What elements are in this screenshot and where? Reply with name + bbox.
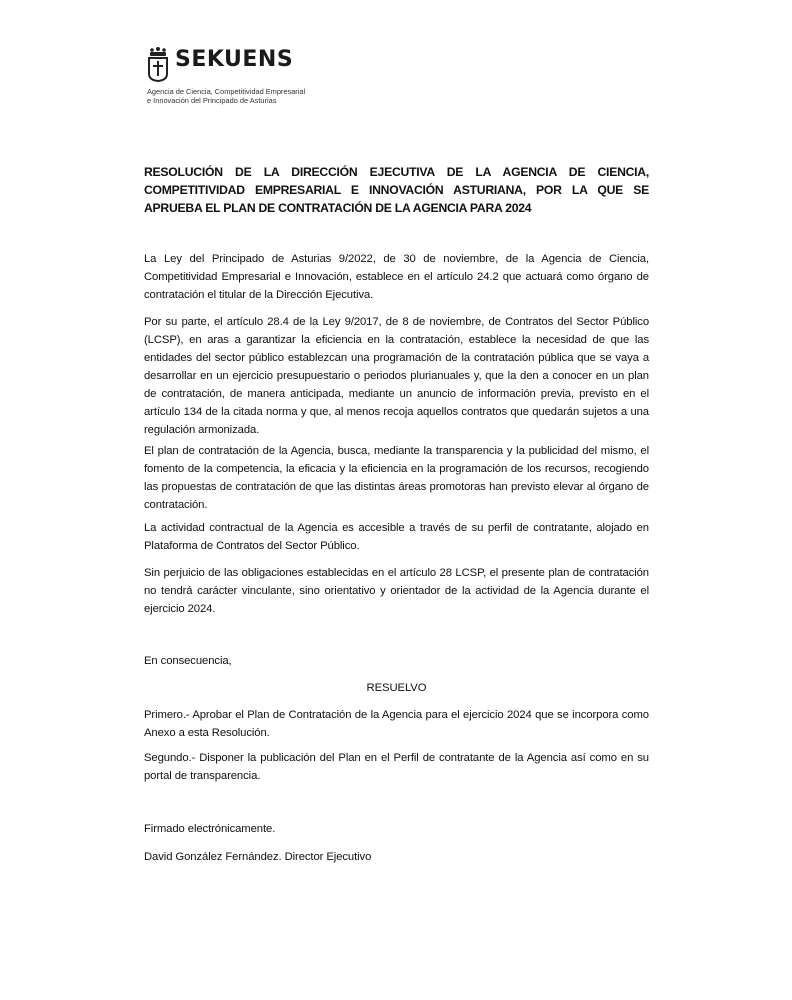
brand-subtitle bbox=[147, 87, 305, 105]
resolves-heading: RESUELVO bbox=[366, 682, 427, 694]
consequence-text: En consecuencia, bbox=[144, 655, 232, 667]
resolution-item: Segundo.- Disponer la publicación del Plan en el Perfil de contratante de la Agencia así como en su portal de transparencia. bbox=[144, 752, 649, 782]
document-title: RESOLUCIÓN DE LA DIRECCIÓN EJECUTIVA DE LA AGENCIA DE CIENCIA, COMPETITIVIDAD EMPRESARIAL E INNOVACIÓN ASTURIANA, POR LA QUE SE APRUEBA EL PLAN DE CONTRATACIÓN DE LA AGENCIA PARA 2024 bbox=[144, 165, 649, 215]
brand-name: SEKUENS bbox=[175, 47, 294, 72]
brand-subtitle-line: e Innovación del Principado de Asturias bbox=[147, 96, 277, 105]
resolution-item: Primero.- Aprobar el Plan de Contratación de la Agencia para el ejercicio 2024 que se incorpora como Anexo a esta Resolución. bbox=[144, 709, 649, 739]
paragraph: Sin perjuicio de las obligaciones establecidas en el artículo 28 LCSP, el presente plan de contratación no tendrá carácter vinculante, sino orientativo y orientador de la actividad de la Agencia durante el ejercicio 2024. bbox=[144, 567, 649, 615]
paragraph: Por su parte, el artículo 28.4 de la Ley 9/2017, de 8 de noviembre, de Contratos del Sector Público (LCSP), en aras a garantizar la eficiencia en la contratación, establece la necesidad de que las entidades del sector público establezcan una programación de la contratación pública que se vaya a desarrollar en un ejercicio presupuestario o periodos plurianuales y, que la den a conocer en un plan de contratación, de manera anticipada, mediante un anuncio de información previa, previsto en el artículo 134 de la citada norma y que, al menos recoja aquellos contratos que quedarán sujetos a una regulación armonizada. bbox=[144, 316, 649, 436]
coat-of-arms-icon bbox=[147, 46, 169, 82]
agency-logo bbox=[147, 46, 347, 110]
signatory: David González Fernández. Director Ejecutivo bbox=[144, 851, 372, 863]
paragraph: La Ley del Principado de Asturias 9/2022, de 30 de noviembre, de la Agencia de Ciencia, Competitividad Empresarial e Innovación, establece en el artículo 24.2 que actuará como órgano de contratación el titular de la Dirección Ejecutiva. bbox=[144, 253, 649, 301]
paragraph: El plan de contratación de la Agencia, busca, mediante la transparencia y la publicidad del mismo, el fomento de la competencia, la eficacia y la eficiencia en la programación de los recursos, recogiendo las propuestas de contratación de que las distintas áreas promotoras han previsto elevar al órgano de contratación. bbox=[144, 445, 649, 511]
paragraph: La actividad contractual de la Agencia es accesible a través de su perfil de contratante, alojado en Plataforma de Contratos del Sector Público. bbox=[144, 522, 649, 552]
brand-subtitle-line: Agencia de Ciencia, Competitividad Empresarial bbox=[147, 87, 306, 96]
signature-note: Firmado electrónicamente. bbox=[144, 823, 276, 835]
